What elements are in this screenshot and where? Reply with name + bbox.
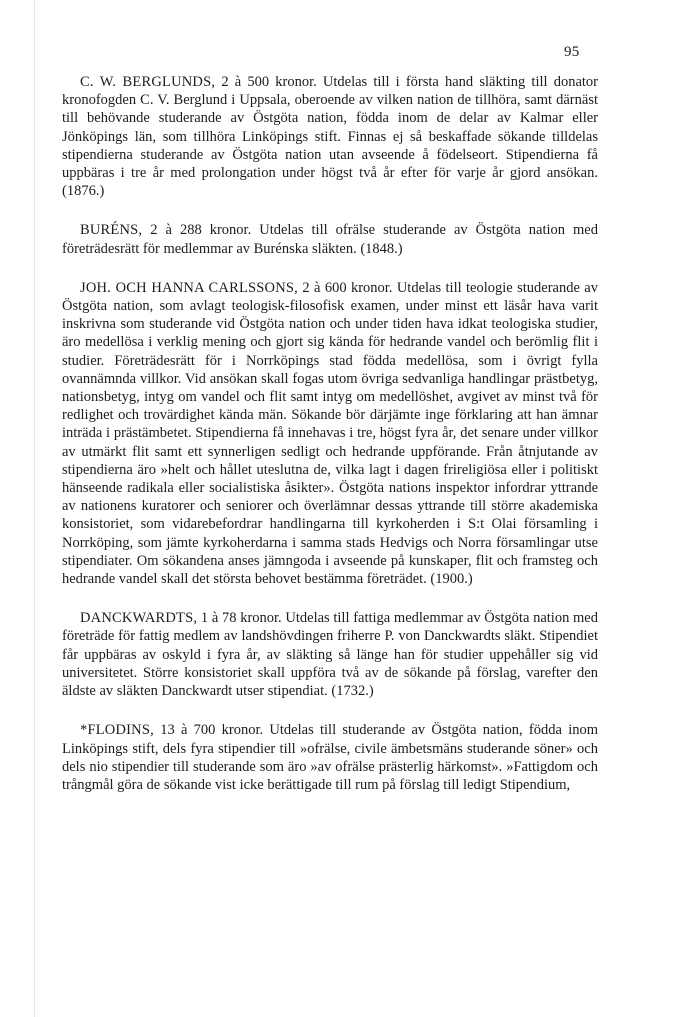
entry-text: 13 à 700 kronor. Utdelas till studerande av Östgöta nation, födda inom Linköpings stift, dels fyra stipendier till »ofrälse, civile ämbetsmäns studerande söner» och dels nio stipendier till studerande som äro »av ofrälse prästerlig härkomst». »Fattigdom och trångmål göra de sökande vist icke berättigade till rum på förslag till ledigt Stipendium,	[62, 722, 599, 793]
entry-text: 1 à 78 kronor. Utdelas till fattiga medlemmar av Östgöta nation med företräde för fattig medlem av landshövdingen friherre P. von Danckwardts släkt. Stipendiet får uppbäras av oskyld i fyra år, av släkting så länge han för studier uppehåller sig vid universitetet. Större konsistoriet skall uppföra två av de sökande på förslag, varefter den äldste av släkten Danckwardt utser stipendiat. (1732.)	[62, 610, 598, 700]
scan-margin-line	[34, 0, 35, 1017]
entry-name: *FLODINS,	[80, 722, 154, 739]
entry-danckwardt	[62, 609, 598, 700]
entry-carlsson	[62, 279, 598, 588]
entry-flodin	[62, 721, 598, 794]
entry-text: 2 à 288 kronor. Utdelas till ofrälse studerande av Östgöta nation med företrädesrätt för medlemmar av Burénska släkten. (1848.)	[62, 222, 598, 257]
entry-text: 2 à 500 kronor. Utdelas till i första hand släkting till donator kronofogden C. V. Berglund i Uppsala, oberoende av vilken nation de tillhöra, samt därnäst till behövande studerande av Östgöta nation, födda inom de delar av Kalmar eller Jönköpings län, som tillhöra Linköpings stift. Finnas ej så beskaffade sökande tilldelas stipendierna studerande av Östgöta nation utan avseende å födelseort. Stipendierna få uppbäras i tre år med prolongation under högst två år efter för varje år gjord ansökan. (1876.)	[62, 74, 598, 200]
entry-name: DANCKWARDTS,	[80, 610, 198, 627]
entry-berglund	[62, 73, 598, 200]
entry-text: 2 à 600 kronor. Utdelas till teologie studerande av Östgöta nation, som avlagt teologisk-filosofisk examen, under minst ett läsår hava varit inskrivna som studerande vid Östgöta nation och under tiden hava idkat teologiska studier, äro medellösa i verklig mening och gjort sig kända för hedrande vandel och berömlig flit i studier. Företrädesrätt för i Norrköpings stad födda medellösa, som i övrigt fylla ovannämnda villkor. Vid ansökan skall fogas utom övriga sedvanliga handlingar prästbetyg, nationsbetyg, intyg om vandel och flit samt intyg om medellöshet, avgivet av minst två för redlighet och trovärdighet kända män. Sökande bör därjämte inge förklaring att han ämnar inträda i prästämbetet. Stipendierna få innehavas i tre, högst fyra år, det senare under villkor av utmärkt flit samt ett synnerligen sedligt och hedrande uppförande. Från åtnjutande av stipendierna äro »helt och hållet uteslutna de, vilka lagt i dagen frireligiösa eller i politiskt hänseende radikala eller socialistiska åsikter». Östgöta nations inspektor infordrar yttrande av nationens kuratorer och seniorer och överlämnar dessas yttrande till större akademiska konsistoriet, som vidarebefordrar handlingarna till kyrkoherden i S:t Olai församling i Norrköping, som jämte kyrkoherdarna i samma stads Hedvigs och Norra församlingar utse stipendiater. Om sökandena anses jämngoda i avseende på kunskaper, flit och framsteg och hedrande vandel skall det största behovet bestämma företrädet. (1900.)	[62, 279, 598, 588]
entry-name: C. W. BERGLUNDS,	[80, 74, 216, 90]
entry-name: BURÉNS,	[80, 222, 143, 239]
document-body	[62, 73, 598, 815]
page-number: 95	[564, 44, 580, 60]
entry-buren	[62, 221, 598, 257]
entry-name: JOH. OCH HANNA CARLSSONS,	[80, 279, 298, 296]
